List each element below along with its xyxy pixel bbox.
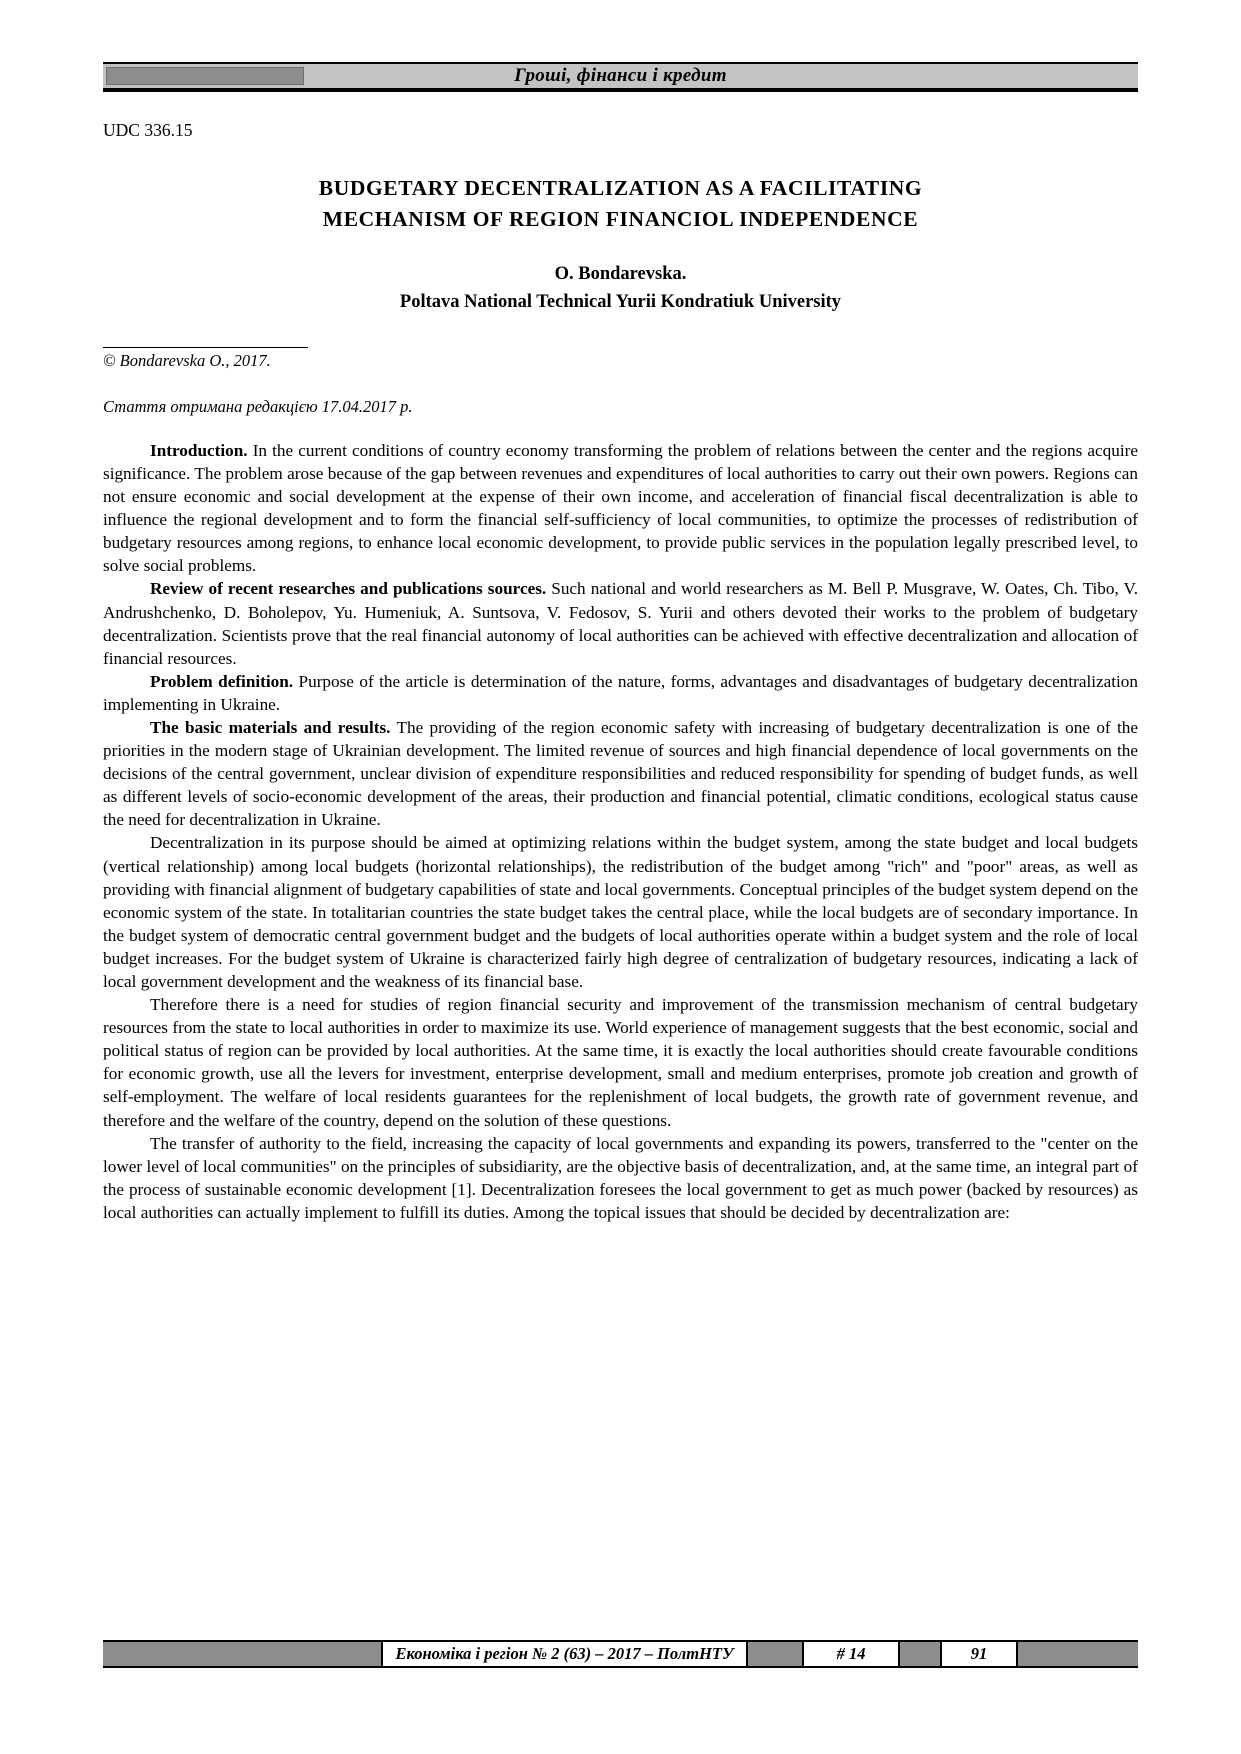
section-title: Гроші, фінанси і кредит — [514, 65, 727, 86]
paragraph-lead: Problem definition. — [150, 671, 294, 691]
paragraph-text: Therefore there is a need for studies of region financial security and improvement of the transmission mechanism of central budgetary resources from the state to local authorities in order to maximize its use. World experience of management suggests that the best economic, social and political status of region can be provided by local authorities. At the same time, it is exactly the local authorities should create favourable conditions for economic growth, use all the levers for investment, enterprise development, small and medium enterprises, promote job creation and growth of self-employment. The welfare of local residents guarantees for the replenishment of local budgets, the growth rate of government revenue, and therefore and the welfare of the country, depend on the solution of these questions. — [103, 995, 1138, 1130]
footer-issue-number: # 14 — [804, 1642, 900, 1666]
paragraph-lead: The basic materials and results. — [150, 717, 391, 737]
paragraph-text: In the current conditions of country economy transforming the problem of relations between the center and the regions acquire significance. The problem arose because of the gap between revenues and expenditures of local authorities to carry out their own powers. Regions can not ensure economic and social development at the expense of their own income, and acceleration of financial fiscal decentralization is able to influence the regional development and to form the financial self-sufficiency of local communities, to optimize the processes of redistribution of budgetary resources among regions, to enhance local economic development, to provide public services in the population legally prescribed level, to solve social problems. — [103, 440, 1138, 576]
udc-code: UDC 336.15 — [103, 120, 193, 140]
footer-bar — [103, 1640, 1138, 1668]
article-title — [103, 173, 1138, 235]
paragraph-lead: Review of recent researches and publications sources. — [150, 579, 547, 599]
paragraph — [103, 716, 1138, 831]
paragraph — [103, 439, 1138, 578]
paragraph-lead: Introduction. — [150, 440, 248, 460]
received-date: Стаття отримана редакцією 17.04.2017 р. — [103, 396, 413, 416]
footer-divider-block-2 — [900, 1642, 942, 1666]
article-body — [103, 439, 1138, 1224]
copyright-rule — [103, 347, 308, 348]
paragraph-text: Such national and world researchers as M. Bell P. Musgrave, W. Oates, Ch. Tibo, V. Andrushchenko, D. Boholepov, Yu. Humeniuk, A. Suntsova, V. Fedosov, S. Yurii and others devoted their works to the problem of budgetary decentralization. Scientists prove that the real financial autonomy of local authorities can be achieved with effective decentralization and allocation of financial resources. — [103, 579, 1138, 668]
paragraph — [103, 1132, 1138, 1224]
author-affiliation: Poltava National Technical Yurii Kondratiuk University — [399, 292, 842, 313]
paragraph-text: Purpose of the article is determination of the nature, forms, advantages and disadvantages of budgetary decentralization implementing in Ukraine. — [103, 671, 1138, 714]
paragraph-text: The providing of the region economic safety with increasing of budgetary decentralization is one of the priorities in the modern stage of Ukrainian development. The limited revenue of sources and high financial dependence of local governments on the decisions of the central government, unclear division of expenditure responsibilities and reduced responsibility for spending of budget funds, as well as different levels of socio-economic development of the areas, their production and financial potential, climatic conditions, ecological status cause the need for decentralization in Ukraine. — [103, 717, 1139, 830]
footer-left-block — [103, 1642, 383, 1666]
article-title-line-2: MECHANISM OF REGION FINANCIOL INDEPENDENCE — [322, 207, 919, 232]
header-section-bar — [103, 62, 1138, 92]
paragraph — [103, 577, 1138, 669]
footer-page-number: 91 — [942, 1642, 1018, 1666]
paragraph — [103, 831, 1138, 993]
paragraph-text: Decentralization in its purpose should be aimed at optimizing relations within the budget system, among the state budget and local budgets (vertical relationship) among local budgets (horizontal relationships), the redistribution of the budget among "rich" and "poor" areas, as well as providing with financial alignment of budgetary capabilities of state and local governments. Conceptual principles of the budget system depend on the economic system of the state. In totalitarian countries the state budget takes the central place, while the local budgets are of secondary importance. In the budget system of democratic central government budget and the budgets of local authorities operate within a budget system and the role of local budget increases. For the budget system of Ukraine is characterized fairly high degree of centralization of budgetary resources, indicating a lack of local government development and the weakness of its financial base. — [103, 833, 1138, 991]
footer-right-block — [1018, 1642, 1138, 1666]
byline — [103, 261, 1138, 317]
author-name: O. Bondarevska. — [554, 264, 687, 285]
copyright-notice: © Bondarevska O., 2017. — [103, 350, 271, 370]
footer-journal-title: Економіка і регіон № 2 (63) – 2017 – ПолтНТУ — [383, 1642, 748, 1666]
article-title-line-1: BUDGETARY DECENTRALIZATION AS A FACILITATING — [318, 176, 923, 200]
paragraph — [103, 993, 1138, 1132]
header-left-block — [106, 67, 304, 85]
footer-divider-block-1 — [748, 1642, 804, 1666]
paragraph — [103, 670, 1138, 716]
paragraph-text: The transfer of authority to the field, increasing the capacity of local governments and expanding its powers, transferred to the "center on the lower level of local communities" on the principles of subsidiarity, are the objective basis of decentralization, and, at the same time, an integral part of the process of sustainable economic development [1]. Decentralization foresees the local government to get as much power (backed by resources) as local authorities can actually implement to fulfill its duties. Among the topical issues that should be decided by decentralization are: — [103, 1133, 1138, 1222]
page-content — [0, 62, 1241, 1224]
